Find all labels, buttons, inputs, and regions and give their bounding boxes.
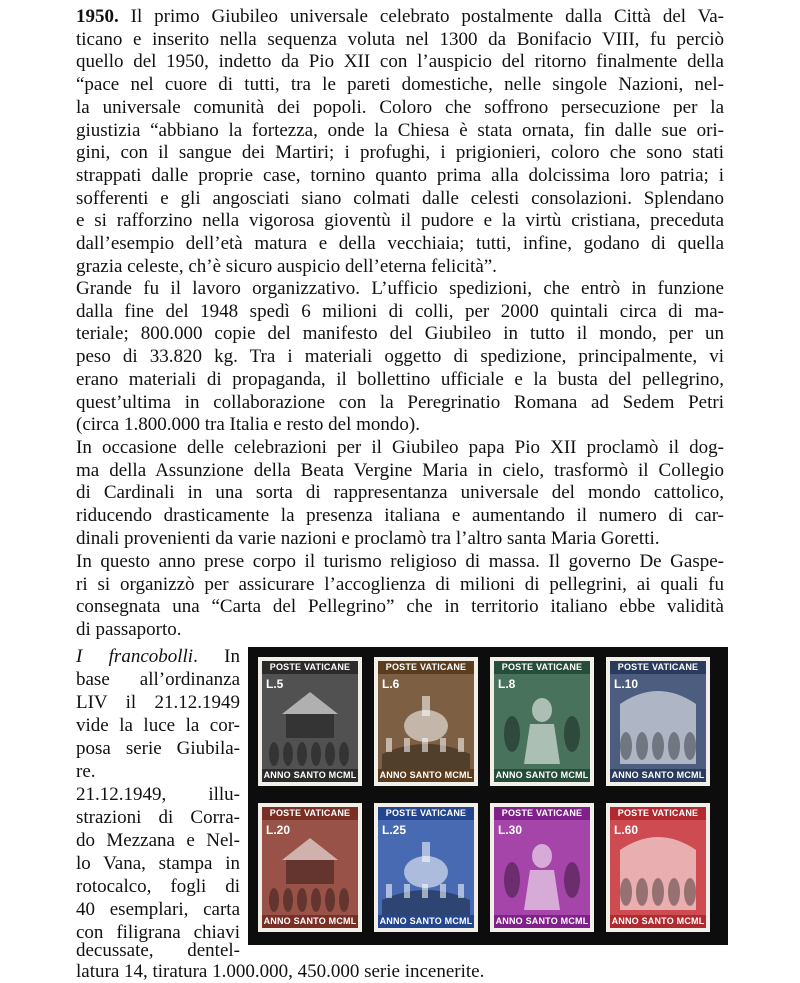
paragraph-line: ri si organizzò per assicurare l’accoglienza di milioni di pellegrini, ai quali fu: [76, 573, 724, 595]
side-line: con filigrana chiavi: [76, 922, 240, 943]
side-line: lo Vana, stampa in: [76, 853, 240, 874]
stamp-value: L.25: [382, 823, 407, 837]
side-line: vide la luce la cor-: [76, 715, 240, 736]
stamp-design: [494, 807, 590, 928]
stamp-top-label: POSTE VATICANE: [262, 807, 358, 820]
paragraph-line: erano materiali di propaganda, il bollettino ufficiale e la busta del pellegrino,: [76, 368, 724, 390]
stamp-design: [378, 807, 474, 928]
paragraph-line: teriale; 800.000 copie del manifesto del Giubileo in tutto il mondo, per un: [76, 323, 724, 345]
stamp-bottom-label: ANNO SANTO MCML: [379, 770, 473, 780]
paragraph-line: quello del 1950, indetto da Pio XII con l’auspicio del ritorno finalmente della: [76, 51, 724, 73]
paragraph-line: [76, 6, 724, 29]
stamp: [606, 657, 710, 786]
paragraph-line: dinali provenienti da varie nazioni e proclamò tra l’altro santa Maria Goretti.: [76, 527, 660, 549]
paragraph-line: dall’esempio dell’età matura e della vecchiaia; tutti, infine, godano di quella: [76, 233, 724, 255]
year-heading: 1950.: [76, 6, 119, 27]
stamp: [374, 657, 478, 786]
stamp-top-label: POSTE VATICANE: [494, 807, 590, 820]
stamp-bottom-label: ANNO SANTO MCML: [379, 916, 473, 926]
paragraph-line: e si rafforzino nella vigorosa gioventù il pudore e la virtù cristiana, preceduta: [76, 210, 724, 232]
stamp-top-label: POSTE VATICANE: [378, 807, 474, 820]
paragraph-celebrations: [76, 437, 724, 551]
paragraph-line: ticano e inserito nella sequenza voluta nel 1300 da Bonifacio VIII, fu perciò: [76, 28, 724, 50]
paragraph-line: peso di 33.820 kg. Tra i materiali oggetto di spedizione, principalmente, vi: [76, 346, 724, 368]
stamp-top-label: POSTE VATICANE: [494, 661, 590, 674]
stamp-value: L.20: [266, 823, 291, 837]
stamp-bottom-label: ANNO SANTO MCML: [263, 770, 357, 780]
paragraph-line: riducendo drasticamente la presenza italiana e aumentando il numero di car-: [76, 505, 724, 527]
stamp: [606, 803, 710, 932]
side-line: strazioni di Corra-: [76, 807, 240, 828]
stamp-sheet-image: [248, 647, 728, 945]
paragraph-line: sofferenti e gli angosciati siano colmati dalle celesti consolazioni. Splendano: [76, 187, 724, 209]
paragraph-tourism: [76, 551, 724, 642]
stamp: [258, 657, 362, 786]
paragraph-line: Grande fu il lavoro organizzativo. L’ufficio spedizioni, che entrò in funzione: [76, 278, 724, 299]
stamp-value: L.5: [266, 677, 284, 691]
paragraph-line: di passaporto.: [76, 619, 182, 641]
stamp-top-label: POSTE VATICANE: [610, 807, 706, 820]
side-line: decussate, dentel-: [76, 940, 240, 961]
side-line: rotocalco, fogli di: [76, 876, 240, 897]
stamp-value: L.6: [382, 677, 400, 691]
line-text: Il primo Giubileo universale celebrato postalmente dalla Città del Va-: [118, 6, 724, 27]
paragraph-line: di Cardinali in una sorta di rappresentanza universale del mondo cattolico,: [76, 482, 724, 504]
stamp-top-label: POSTE VATICANE: [378, 661, 474, 674]
paragraph-line: consegnata una “Carta del Pellegrino” che in territorio italiano ebbe validità: [76, 596, 724, 618]
paragraph-line: (circa 1.800.000 tra Italia e resto del mondo).: [76, 414, 420, 436]
stamp-bottom-label: ANNO SANTO MCML: [611, 770, 705, 780]
side-line: posa serie Giubila-: [76, 738, 240, 759]
stamp-top-label: POSTE VATICANE: [610, 661, 706, 674]
side-line: re.: [76, 761, 96, 782]
side-heading-line: [76, 646, 240, 669]
closing-line: latura 14, tiratura 1.000.000, 450.000 serie incenerite.: [76, 961, 485, 982]
side-heading-tail: . In: [193, 646, 240, 667]
paragraph-line: la universale comunità dei popoli. Coloro che soffrono persecuzione per la: [76, 96, 724, 118]
stamp-bottom-label: ANNO SANTO MCML: [263, 916, 357, 926]
paragraph-line: ma della Assunzione della Beata Vergine Maria in cielo, trasformò il Collegio: [76, 459, 724, 481]
stamp-design: [610, 661, 706, 782]
stamp-bottom-label: ANNO SANTO MCML: [611, 916, 705, 926]
paragraph-line: In questo anno prese corpo il turismo religioso di massa. Il governo De Gaspe-: [76, 551, 724, 572]
stamp-design: [378, 661, 474, 782]
stamp-design: [262, 807, 358, 928]
paragraph-line: grazia celeste, ch’è sicuro auspicio dell’eterna felicità”.: [76, 255, 497, 277]
stamp-value: L.60: [614, 823, 639, 837]
paragraph-line: In occasione delle celebrazioni per il Giubileo papa Pio XII proclamò il dog-: [76, 437, 724, 458]
stamp-design: [494, 661, 590, 782]
paragraph-intro: [76, 6, 724, 278]
stamp-design: [262, 661, 358, 782]
paragraph-line: strappati dalle proprie case, tornino quanto prima alla dolcissima loro patria; i: [76, 164, 724, 186]
stamp-value: L.10: [614, 677, 639, 691]
stamp-bottom-label: ANNO SANTO MCML: [495, 770, 589, 780]
stamp-design: [610, 807, 706, 928]
side-line: LIV il 21.12.1949: [76, 692, 240, 713]
stamp-value: L.30: [498, 823, 523, 837]
side-line: base all’ordinanza: [76, 669, 240, 690]
side-line: 40 esemplari, carta: [76, 899, 240, 920]
stamp: [490, 657, 594, 786]
paragraph-line: gini, con il sangue dei Martiri; i profughi, i prigionieri, coloro che sono stati: [76, 142, 724, 164]
paragraph-line: quest’ultima in collaborazione con la Peregrinatio Romana ad Sedem Petri: [76, 391, 724, 413]
stamp-bottom-label: ANNO SANTO MCML: [495, 916, 589, 926]
paragraph-line: dalla fine del 1948 spedì 6 milioni di colli, per 2000 quintali circa di ma-: [76, 300, 724, 322]
stamp: [490, 803, 594, 932]
side-line: do Mezzana e Nel-: [76, 830, 240, 851]
paragraph-organization: [76, 278, 724, 437]
stamp-top-label: POSTE VATICANE: [262, 661, 358, 674]
paragraph-line: “pace nel cuore di tutti, tra le pareti domestiche, nelle singole Nazioni, nel-: [76, 74, 724, 96]
stamp: [374, 803, 478, 932]
side-line: 21.12.1949, illu-: [76, 784, 240, 805]
paragraph-line: giustizia “abbiano la fortezza, onde la Chiesa è stata ornata, fin dalle sue ori-: [76, 119, 724, 141]
side-heading: I francobolli: [76, 646, 194, 667]
stamp-value: L.8: [498, 677, 516, 691]
stamp: [258, 803, 362, 932]
